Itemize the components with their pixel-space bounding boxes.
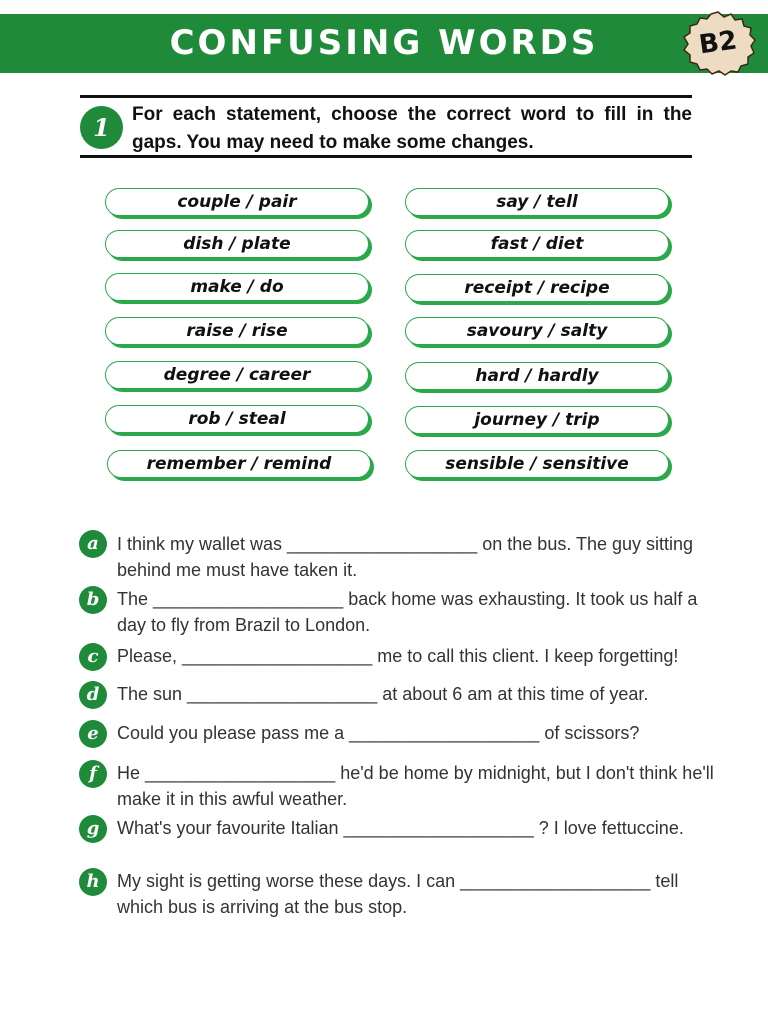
word-pair-pill: couple / pair (105, 188, 369, 216)
word-pair-pill: fast / diet (405, 230, 669, 258)
question-text-d: The sun ___________________ at about 6 am at this time of year. (117, 684, 649, 704)
question-text-h: My sight is getting worse these days. I can ___________________ tell which bus is arriving at the bus stop. (117, 871, 679, 917)
question-letter-c: c (79, 643, 107, 671)
level-badge (680, 10, 756, 76)
question-letter-f: f (79, 760, 107, 788)
question-text-a: I think my wallet was ___________________ on the bus. The guy sitting behind me must have taken it. (117, 534, 694, 580)
question-text-g: What's your favourite Italian ___________________ ? I love fettuccine. (117, 818, 684, 838)
exercise-number: 1 (80, 106, 123, 149)
question-letter-g: g (79, 815, 107, 843)
word-pair-pill: journey / trip (405, 406, 669, 434)
question-letter-e: e (79, 720, 107, 748)
instruction-divider-top (80, 95, 692, 98)
question-text-e: Could you please pass me a ___________________ of scissors? (117, 723, 640, 743)
word-pair-pill: savoury / salty (405, 317, 669, 345)
question-text-c: Please, ___________________ me to call this client. I keep forgetting! (117, 646, 679, 666)
word-pair-pill: remember / remind (107, 450, 371, 478)
title-banner (0, 14, 768, 73)
word-pair-pill: say / tell (405, 188, 669, 216)
word-pair-pill: sensible / sensitive (405, 450, 669, 478)
word-pair-pill: raise / rise (105, 317, 369, 345)
question-letter-a: a (79, 530, 107, 558)
word-pair-pill: make / do (105, 273, 369, 301)
word-pair-pill: dish / plate (105, 230, 369, 258)
question-text-b: The ___________________ back home was exhausting. It took us half a day to fly from Brazil to London. (117, 589, 698, 635)
level-label: B2 (697, 25, 739, 61)
question-letter-b: b (79, 586, 107, 614)
word-pair-pill: hard / hardly (405, 362, 669, 390)
question-letter-d: d (79, 681, 107, 709)
question-text-f: He ___________________ he'd be home by midnight, but I don't think he'll make it in this awful weather. (117, 763, 714, 809)
word-pair-pill: rob / steal (105, 405, 369, 433)
word-pair-pill: degree / career (105, 361, 369, 389)
word-pair-pill: receipt / recipe (405, 274, 669, 302)
question-letter-h: h (79, 868, 107, 896)
instruction-divider-bottom (80, 155, 692, 158)
page-title: CONFUSING WORDS (169, 23, 599, 63)
exercise-instruction: For each statement, choose the correct word to fill in the gaps. You may need to make some changes. (132, 104, 692, 153)
